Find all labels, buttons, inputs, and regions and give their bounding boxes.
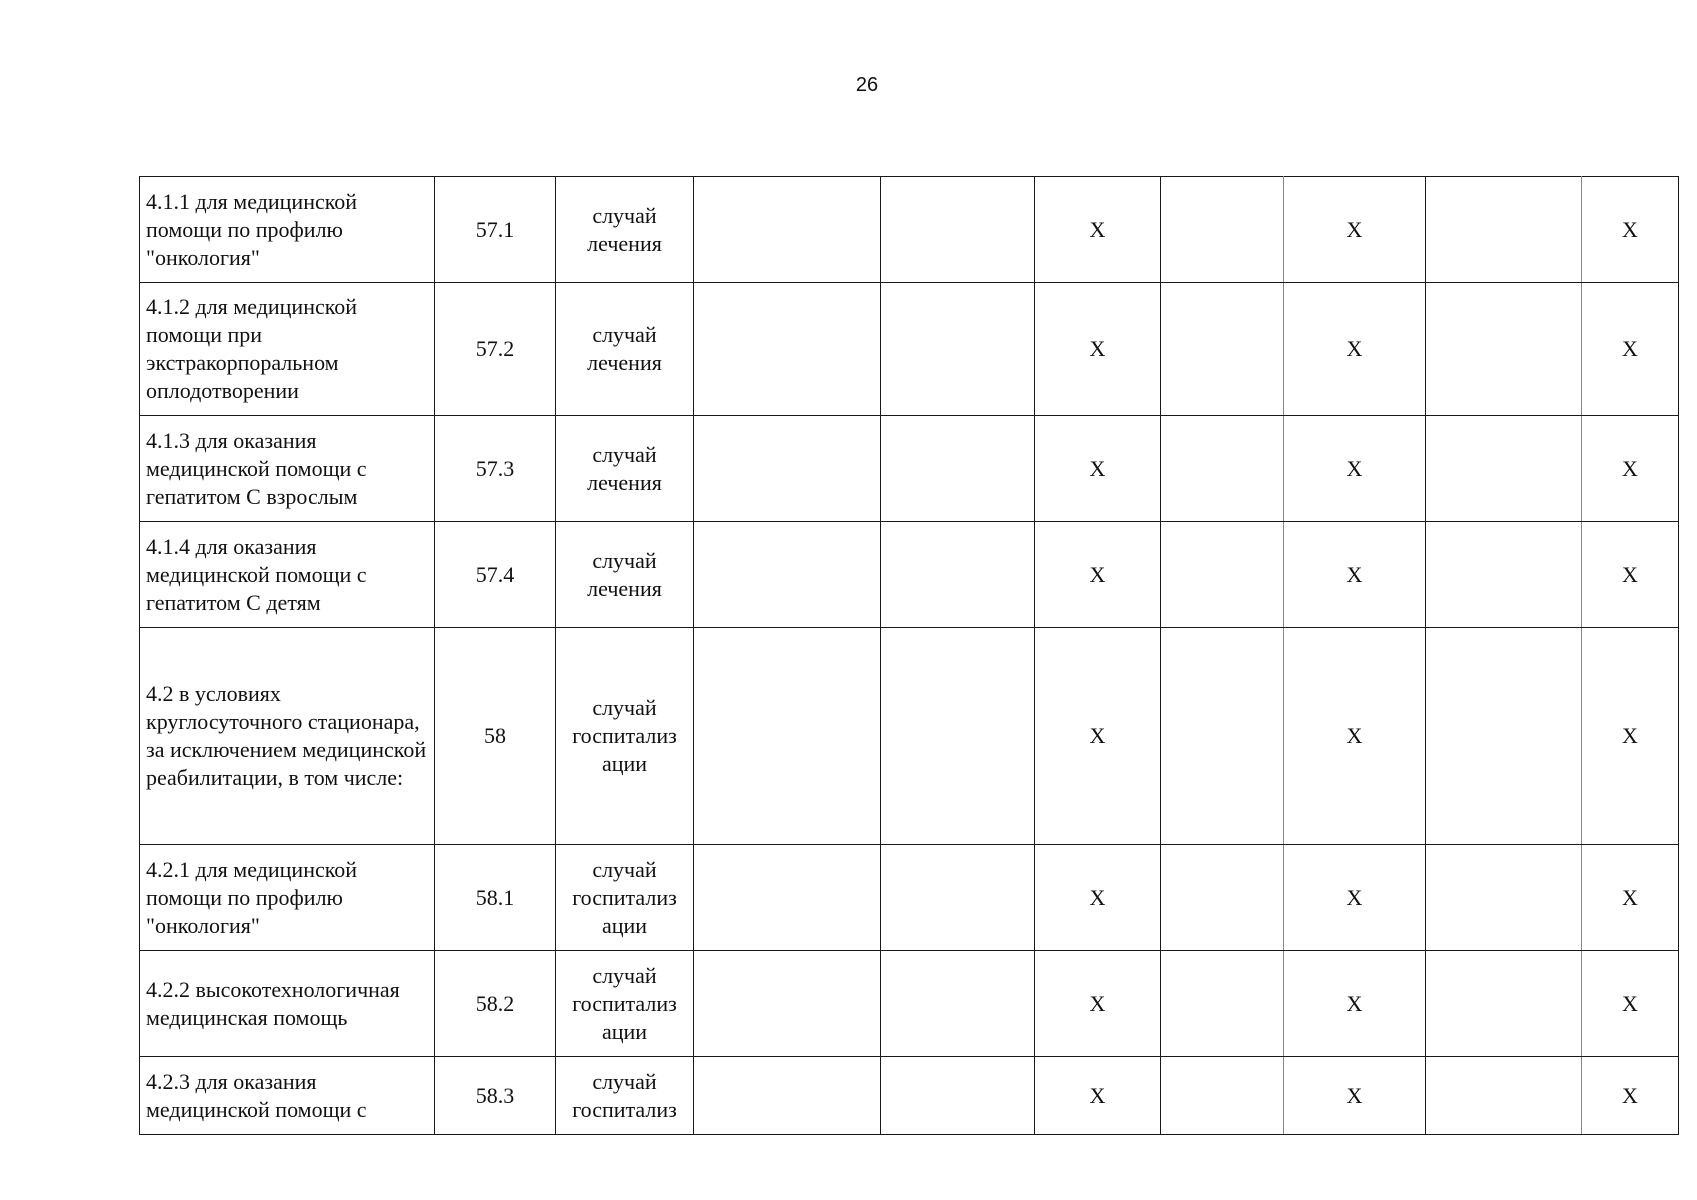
row-code-cell: 58.2	[435, 951, 556, 1057]
row-value-cell	[881, 416, 1035, 522]
row-value-cell	[1426, 628, 1582, 845]
row-mark-cell: Х	[1284, 845, 1426, 951]
row-unit-cell: случай лечения	[556, 416, 694, 522]
row-name-cell: 4.2 в условиях круглосуточного стационара, за исключением медицинской реабилитации, в том числе:	[140, 628, 435, 845]
row-value-cell	[881, 951, 1035, 1057]
row-value-cell	[1426, 177, 1582, 283]
row-mark-cell: Х	[1582, 845, 1679, 951]
data-table	[139, 176, 1679, 1135]
row-value-cell	[881, 628, 1035, 845]
row-unit-cell: случай лечения	[556, 177, 694, 283]
row-value-cell	[1161, 522, 1284, 628]
row-name-cell: 4.2.1 для медицинской помощи по профилю "онкология"	[140, 845, 435, 951]
row-code-cell: 57.2	[435, 283, 556, 416]
row-mark-cell: Х	[1582, 1057, 1679, 1135]
table-row	[140, 951, 1679, 1057]
row-mark-cell: Х	[1284, 283, 1426, 416]
row-mark-cell: Х	[1284, 1057, 1426, 1135]
row-mark-cell: Х	[1035, 951, 1161, 1057]
row-name-cell: 4.2.3 для оказания медицинской помощи с	[140, 1057, 435, 1135]
row-mark-cell: Х	[1582, 628, 1679, 845]
row-unit-cell: случай лечения	[556, 283, 694, 416]
row-value-cell	[1426, 283, 1582, 416]
row-mark-cell: Х	[1035, 845, 1161, 951]
row-unit-cell: случай госпитализ	[556, 1057, 694, 1135]
row-value-cell	[694, 845, 881, 951]
row-value-cell	[694, 951, 881, 1057]
row-mark-cell: Х	[1582, 283, 1679, 416]
row-unit-cell: случай госпитализ ации	[556, 845, 694, 951]
row-mark-cell: Х	[1582, 416, 1679, 522]
row-value-cell	[881, 522, 1035, 628]
row-code-cell: 57.4	[435, 522, 556, 628]
row-mark-cell: Х	[1582, 177, 1679, 283]
row-mark-cell: Х	[1035, 628, 1161, 845]
row-mark-cell: Х	[1035, 522, 1161, 628]
row-code-cell: 58.1	[435, 845, 556, 951]
row-mark-cell: Х	[1582, 522, 1679, 628]
row-name-cell: 4.1.1 для медицинской помощи по профилю "онкология"	[140, 177, 435, 283]
row-mark-cell: Х	[1284, 416, 1426, 522]
table-row	[140, 522, 1679, 628]
row-mark-cell: Х	[1035, 1057, 1161, 1135]
row-name-cell: 4.1.2 для медицинской помощи при экстракорпоральном оплодотворении	[140, 283, 435, 416]
row-value-cell	[694, 1057, 881, 1135]
row-value-cell	[694, 416, 881, 522]
row-value-cell	[1426, 845, 1582, 951]
row-code-cell: 57.3	[435, 416, 556, 522]
row-value-cell	[881, 845, 1035, 951]
row-unit-cell: случай госпитализ ации	[556, 951, 694, 1057]
table-row	[140, 283, 1679, 416]
row-unit-cell: случай госпитализ ации	[556, 628, 694, 845]
row-value-cell	[1161, 845, 1284, 951]
row-mark-cell: Х	[1035, 283, 1161, 416]
row-value-cell	[1161, 1057, 1284, 1135]
page-number: 26	[855, 74, 879, 96]
row-value-cell	[1426, 1057, 1582, 1135]
row-mark-cell: Х	[1284, 628, 1426, 845]
row-value-cell	[1426, 416, 1582, 522]
row-value-cell	[1161, 951, 1284, 1057]
row-value-cell	[1161, 628, 1284, 845]
row-value-cell	[1161, 177, 1284, 283]
row-value-cell	[694, 522, 881, 628]
row-mark-cell: Х	[1284, 522, 1426, 628]
row-value-cell	[1161, 283, 1284, 416]
row-mark-cell: Х	[1284, 951, 1426, 1057]
row-mark-cell: Х	[1035, 177, 1161, 283]
row-code-cell: 57.1	[435, 177, 556, 283]
row-name-cell: 4.1.3 для оказания медицинской помощи с гепатитом С взрослым	[140, 416, 435, 522]
row-mark-cell: Х	[1582, 951, 1679, 1057]
row-code-cell: 58	[435, 628, 556, 845]
table-row	[140, 1057, 1679, 1135]
row-name-cell: 4.2.2 высокотехнологичная медицинская помощь	[140, 951, 435, 1057]
table-row	[140, 845, 1679, 951]
row-value-cell	[1161, 416, 1284, 522]
row-value-cell	[694, 628, 881, 845]
row-mark-cell: Х	[1284, 177, 1426, 283]
row-value-cell	[1426, 951, 1582, 1057]
row-mark-cell: Х	[1035, 416, 1161, 522]
table-row	[140, 177, 1679, 283]
row-value-cell	[1426, 522, 1582, 628]
row-name-cell: 4.1.4 для оказания медицинской помощи с гепатитом С детям	[140, 522, 435, 628]
row-value-cell	[694, 177, 881, 283]
row-value-cell	[881, 177, 1035, 283]
row-code-cell: 58.3	[435, 1057, 556, 1135]
row-unit-cell: случай лечения	[556, 522, 694, 628]
table-row	[140, 416, 1679, 522]
row-value-cell	[881, 1057, 1035, 1135]
row-value-cell	[694, 283, 881, 416]
row-value-cell	[881, 283, 1035, 416]
table-row	[140, 628, 1679, 845]
